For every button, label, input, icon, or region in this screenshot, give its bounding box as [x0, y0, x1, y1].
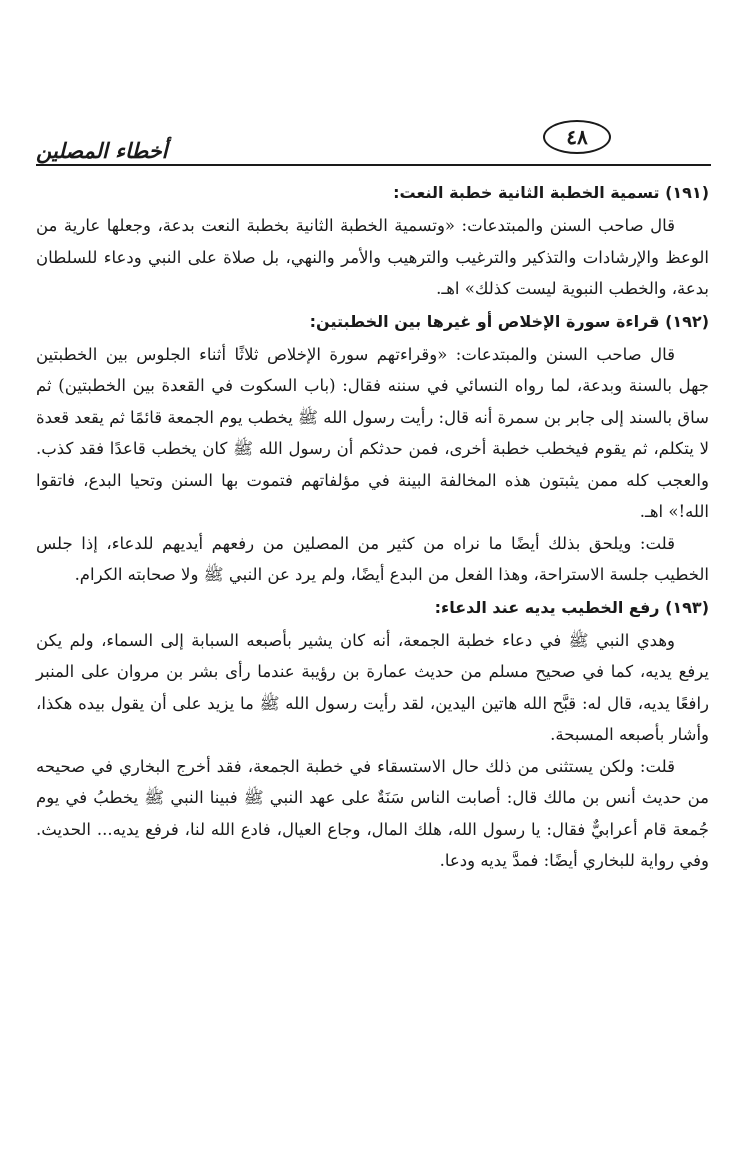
paragraph: قلت: ولكن يستثنى من ذلك حال الاستسقاء في خطبة الجمعة، فقد أخرج البخاري في صحيحه من حديث أنس بن مالك قال: أصابت الناس سَنَةٌ على عهد النبي ﷺ فبينا النبي ﷺ يخطبُ في يوم جُمعة قام أعرابيٌّ فقال: يا رسول الله، هلك المال، وجاع العيال، فادع الله لنا، فرفع يديه... الحديث. وفي رواية للبخاري أيضًا: فمدَّ يديه ودعا. — [36, 756, 709, 870]
header-divider — [36, 164, 711, 166]
page-body — [36, 176, 709, 877]
paragraph: قلت: ويلحق بذلك أيضًا ما نراه من كثير من المصلين من رفعهم أيديهم للدعاء، إذا جلس الخطيب جلسة الاستراحة، وهذا الفعل من البدع أيضًا، ولم يرد عن النبي ﷺ ولا صحابته الكرام. — [36, 533, 709, 584]
section-heading-192: (١٩٢) قراءة سورة الإخلاص أو غيرها بين الخطبتين: — [309, 311, 709, 331]
paragraph: وهدي النبي ﷺ في دعاء خطبة الجمعة، أنه كان يشير بأصبعه السبابة إلى السماء، ولم يكن يرفع يديه، كما في صحيح مسلم من حديث عمارة بن رؤيبة عندما رأى بشر بن مروان على المنبر رافعًا يديه، قال له: قبَّح الله هاتين اليدين، لقد رأيت رسول الله ﷺ ما يزيد على أن يقول بيده هكذا، وأشار بأصبعه المسبحة. — [36, 630, 709, 744]
section-heading-191: (١٩١) تسمية الخطبة الثانية خطبة النعت: — [393, 183, 709, 202]
paragraph: قال صاحب السنن والمبتدعات: «وتسمية الخطبة الثانية بخطبة النعت بدعة، وجعلها عارية من الوعظ والإرشادات والتذكير والترغيب والترهيب والأمر والنهي، بل صلاة على النبي ودعاء للسلطان بدعة، والخطب النبوية ليست كذلك» اهـ. — [36, 216, 709, 298]
section-heading-193: (١٩٣) رفع الخطيب يديه عند الدعاء: — [434, 597, 709, 617]
page-number: ٤٨ — [543, 120, 611, 154]
page-header — [36, 118, 711, 170]
paragraph: قال صاحب السنن والمبتدعات: «وقراءتهم سورة الإخلاص ثلاثًا أثناء الجلوس بين الخطبتين جهل بالسنة وبدعة، لما رواه النسائي في سننه فقال: (باب السكوت في القعدة بين الخطبتين) ثم ساق بالسند إلى جابر بن سمرة أنه قال: رأيت رسول الله ﷺ يخطب يوم الجمعة قائمًا ثم يقعد قعدة لا يتكلم، ثم يقوم فيخطب خطبة أخرى، فمن حدثكم أن رسول الله ﷺ كان يخطب قاعدًا فقد كذب. والعجب كله ممن يثبتون هذه المخالفة البينة في مؤلفاتهم فتموت بها السنن وتحيا البدع، فاتقوا الله!» اهـ. — [36, 344, 709, 521]
running-title: أخطاء المصلين — [36, 138, 168, 163]
